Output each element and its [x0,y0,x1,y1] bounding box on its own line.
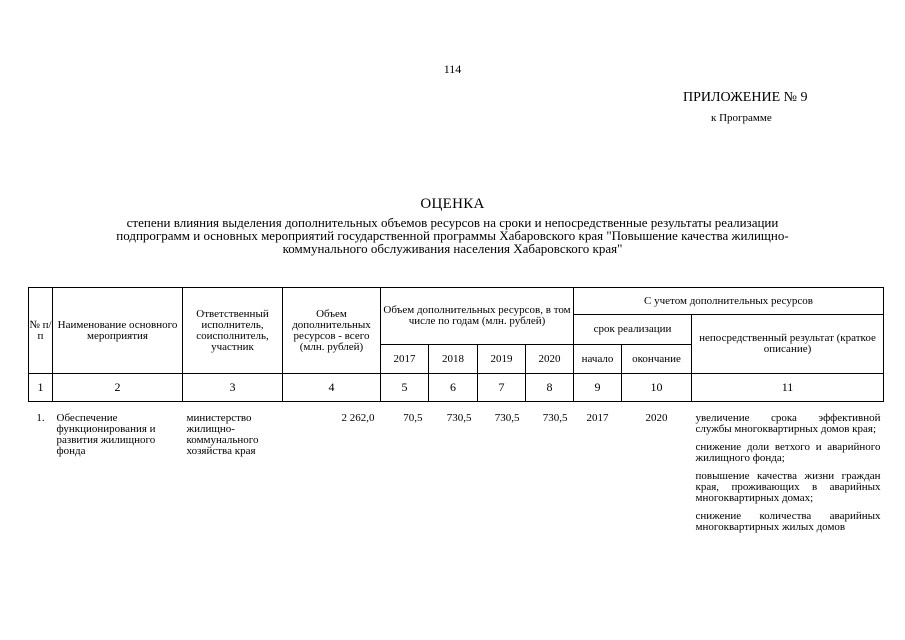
header-executor: Ответственный исполнитель, соисполнитель, участник [183,288,283,374]
result-item: увеличение срока эффективной службы многоквартирных домов края; [695,412,881,435]
row-total: 2 262,0 [341,412,375,424]
header-with-resources: С учетом дополнительных ресурсов [574,288,884,315]
document-subtitle [60,216,845,255]
column-number: 6 [429,374,478,402]
header-year-2018: 2018 [429,345,478,374]
result-item: снижение количества аварийных многоквартирных жилых домов [695,510,881,533]
page-number: 114 [443,62,462,76]
subtitle-line: степени влияния выделения дополнительных объемов ресурсов на сроки и непосредственные результаты реализации [126,215,779,230]
header-year-2017: 2017 [381,345,429,374]
column-number: 2 [53,374,183,402]
column-number: 4 [283,374,381,402]
appendix-subtitle: к Программе [711,112,772,124]
header-year-2019: 2019 [478,345,526,374]
document-title: ОЦЕНКА [420,196,485,212]
column-number: 10 [622,374,692,402]
column-number: 5 [381,374,429,402]
row-2018: 730,5 [446,412,472,424]
subtitle-line: коммунального обслуживания населения Хабаровского края" [282,241,623,256]
row-name: Обеспечение функционирования и развития жилищного фонда [56,412,156,457]
row-2017: 70,5 [403,412,423,424]
header-result: непосредственный результат (краткое описание) [692,315,884,374]
appendix-title: ПРИЛОЖЕНИЕ № 9 [683,90,808,105]
row-end: 2020 [645,412,668,424]
row-executor: министерство жилищно-коммунального хозяйства края [186,412,259,457]
table-row [29,411,884,540]
subtitle-line: подпрограмм и основных мероприятий государственной программы Хабаровского края "Повышение качества жилищно- [116,228,789,243]
row-results [692,411,884,540]
column-number: 9 [574,374,622,402]
header-volume-by-years: Объем дополнительных ресурсов, в том числе по годам (млн. рублей) [381,288,574,345]
header-term: срок реализации [574,315,692,345]
header-start: начало [574,345,622,374]
header-year-2020: 2020 [526,345,574,374]
row-start: 2017 [586,412,609,424]
column-number: 1 [29,374,53,402]
column-number: 3 [183,374,283,402]
header-volume-total: Объем дополнительных ресурсов - всего (млн. рублей) [283,288,381,374]
column-number: 8 [526,374,574,402]
header-end: окончание [622,345,692,374]
column-number: 11 [692,374,884,402]
row-num: 1. [36,412,45,424]
header-num: № п/п [29,288,53,374]
row-2019: 730,5 [494,412,520,424]
row-2020: 730,5 [542,412,568,424]
result-item: снижение доли ветхого и аварийного жилищного фонда; [695,441,881,464]
assessment-table [28,287,884,540]
column-number: 7 [478,374,526,402]
header-name: Наименование основного мероприятия [53,288,183,374]
result-item: повышение качества жизни граждан края, проживающих в аварийных многоквартирных домах; [695,470,881,504]
